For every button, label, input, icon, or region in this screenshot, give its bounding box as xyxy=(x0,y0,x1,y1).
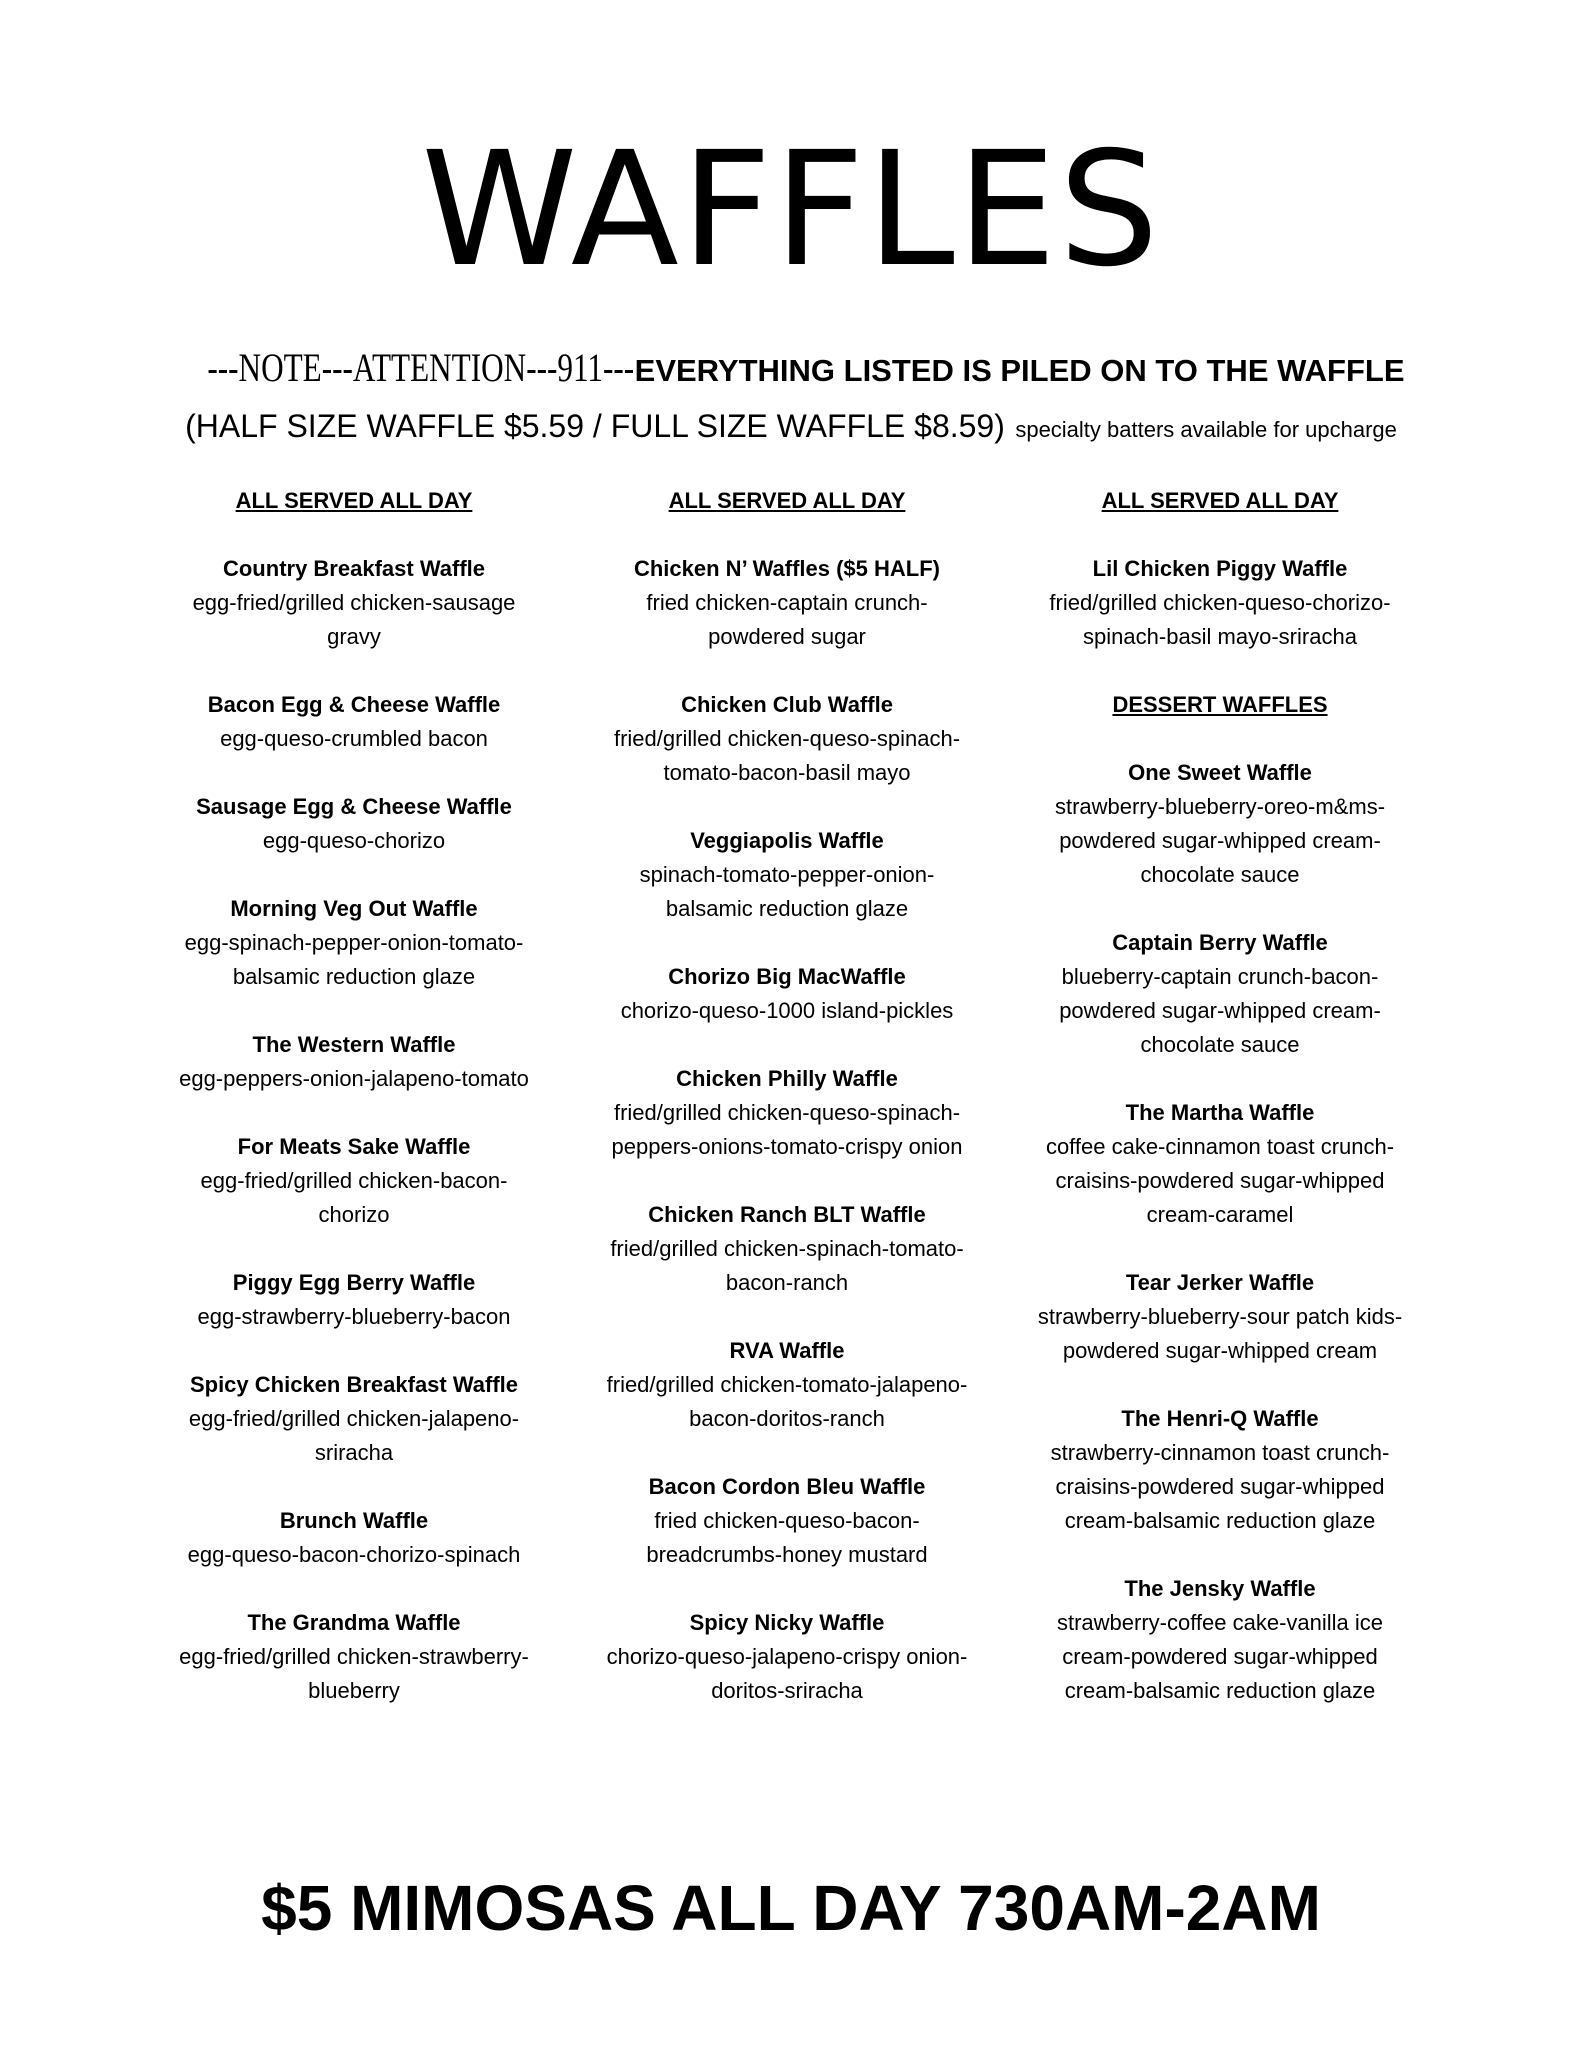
menu-item-description: egg-fried/grilled chicken-strawberry-blueberry xyxy=(179,1644,529,1703)
menu-item xyxy=(134,1606,574,1708)
menu-item-description: egg-queso-chorizo xyxy=(262,828,446,853)
note-prefix: ---NOTE---ATTENTION---911--- xyxy=(207,345,635,390)
menu-item-name: Captain Berry Waffle xyxy=(1112,930,1328,955)
menu-item xyxy=(567,1334,1007,1436)
menu-column-3 xyxy=(1000,484,1440,1742)
menu-item-description: coffee cake-cinnamon toast crunch-craisins-powdered sugar-whipped cream-caramel xyxy=(1045,1134,1395,1227)
menu-item-name: Lil Chicken Piggy Waffle xyxy=(1092,556,1348,581)
menu-item-description: chorizo-queso-jalapeno-crispy onion-doritos-sriracha xyxy=(606,1644,968,1703)
menu-item-description: strawberry-cinnamon toast crunch-craisins-powdered sugar-whipped cream-balsamic reduction glaze xyxy=(1050,1440,1390,1533)
menu-item-name: Sausage Egg & Cheese Waffle xyxy=(196,794,512,819)
note-line xyxy=(0,344,1582,391)
menu-item xyxy=(1000,1572,1440,1708)
menu-item-name: Brunch Waffle xyxy=(279,1508,429,1533)
menu-item-description: egg-queso-bacon-chorizo-spinach xyxy=(187,1542,521,1567)
menu-item-name: Bacon Egg & Cheese Waffle xyxy=(207,692,501,717)
menu-item-description: egg-fried/grilled chicken-bacon-chorizo xyxy=(200,1168,508,1227)
menu-item-name: One Sweet Waffle xyxy=(1128,760,1312,785)
menu-item xyxy=(134,1504,574,1572)
menu-item xyxy=(134,1368,574,1470)
menu-item xyxy=(567,1198,1007,1300)
menu-item-description: fried/grilled chicken-queso-chorizo-spinach-basil mayo-sriracha xyxy=(1049,590,1391,649)
menu-item-description: fried chicken-captain crunch-powdered sugar xyxy=(646,590,928,649)
menu-item-name: Chicken Ranch BLT Waffle xyxy=(648,1202,926,1227)
menu-item-name: For Meats Sake Waffle xyxy=(237,1134,471,1159)
menu-item xyxy=(134,892,574,994)
menu-item xyxy=(567,688,1007,790)
menu-item-description: fried/grilled chicken-spinach-tomato-bacon-ranch xyxy=(610,1236,964,1295)
menu-item xyxy=(134,688,574,756)
menu-item xyxy=(567,1062,1007,1164)
menu-item-name: Piggy Egg Berry Waffle xyxy=(232,1270,476,1295)
menu-item-name: Spicy Nicky Waffle xyxy=(689,1610,885,1635)
menu-item-description: fried/grilled chicken-tomato-jalapeno-bacon-doritos-ranch xyxy=(606,1372,968,1431)
menu-item-description: egg-queso-crumbled bacon xyxy=(220,726,488,751)
column-heading: ALL SERVED ALL DAY xyxy=(1101,488,1339,513)
menu-item-name: Morning Veg Out Waffle xyxy=(230,896,478,921)
specialty-batters-note: specialty batters available for upcharge xyxy=(1015,417,1397,442)
menu-item-name: Chicken N’ Waffles ($5 HALF) xyxy=(633,556,940,581)
menu-item-description: fried chicken-queso-bacon-breadcrumbs-honey mustard xyxy=(646,1508,928,1567)
mimosa-banner: $5 MIMOSAS ALL DAY 730AM-2AM xyxy=(261,1872,1321,1944)
column-heading: ALL SERVED ALL DAY xyxy=(235,488,473,513)
menu-item-name: Country Breakfast Waffle xyxy=(222,556,485,581)
menu-item xyxy=(134,1028,574,1096)
dessert-heading: DESSERT WAFFLES xyxy=(1112,692,1328,717)
size-pricing: (HALF SIZE WAFFLE $5.59 / FULL SIZE WAFFLE $8.59) xyxy=(185,408,1005,444)
menu-item xyxy=(1000,1402,1440,1538)
menu-item-name: Chorizo Big MacWaffle xyxy=(668,964,906,989)
menu-column-2 xyxy=(567,484,1007,1742)
menu-item xyxy=(134,1266,574,1334)
menu-item xyxy=(1000,552,1440,654)
menu-item xyxy=(567,960,1007,1028)
menu-item xyxy=(134,1130,574,1232)
menu-item-name: The Henri-Q Waffle xyxy=(1121,1406,1319,1431)
column-heading: ALL SERVED ALL DAY xyxy=(668,488,906,513)
menu-item-description: egg-fried/grilled chicken-sausage gravy xyxy=(192,590,516,649)
menu-item xyxy=(1000,926,1440,1062)
menu-item xyxy=(1000,1266,1440,1368)
menu-item-name: Tear Jerker Waffle xyxy=(1125,1270,1315,1295)
menu-item-description: spinach-tomato-pepper-onion-balsamic reduction glaze xyxy=(639,862,935,921)
menu-item xyxy=(1000,1096,1440,1232)
menu-item xyxy=(134,790,574,858)
menu-item-description: egg-peppers-onion-jalapeno-tomato xyxy=(179,1066,529,1091)
menu-item-description: strawberry-coffee cake-vanilla ice cream-powdered sugar-whipped cream-balsamic reduction glaze xyxy=(1056,1610,1384,1703)
menu-item-name: The Jensky Waffle xyxy=(1124,1576,1316,1601)
menu-column-1 xyxy=(134,484,574,1742)
menu-item-description: blueberry-captain crunch-bacon-powdered sugar-whipped cream-chocolate sauce xyxy=(1059,964,1381,1057)
menu-item-description: fried/grilled chicken-queso-spinach-tomato-bacon-basil mayo xyxy=(613,726,961,785)
menu-item xyxy=(567,1606,1007,1708)
menu-item-name: Chicken Philly Waffle xyxy=(676,1066,898,1091)
menu-item xyxy=(567,824,1007,926)
menu-item-name: Veggiapolis Waffle xyxy=(690,828,884,853)
menu-item-description: strawberry-blueberry-sour patch kids-powdered sugar-whipped cream xyxy=(1037,1304,1403,1363)
menu-item-name: Bacon Cordon Bleu Waffle xyxy=(648,1474,926,1499)
menu-item-name: RVA Waffle xyxy=(729,1338,845,1363)
menu-item-description: strawberry-blueberry-oreo-m&ms-powdered sugar-whipped cream-chocolate sauce xyxy=(1054,794,1386,887)
menu-item-name: The Western Waffle xyxy=(252,1032,456,1057)
menu-item-description: egg-spinach-pepper-onion-tomato-balsamic reduction glaze xyxy=(184,930,524,989)
menu-item-description: egg-fried/grilled chicken-jalapeno-sriracha xyxy=(188,1406,520,1465)
menu-item xyxy=(567,552,1007,654)
menu-item xyxy=(134,552,574,654)
menu-item-description: fried/grilled chicken-queso-spinach-peppers-onions-tomato-crispy onion xyxy=(611,1100,963,1159)
page-title: WAFFLES xyxy=(421,118,1161,302)
menu-item-description: chorizo-queso-1000 island-pickles xyxy=(620,998,954,1023)
note-main: EVERYTHING LISTED IS PILED ON TO THE WAFFLE xyxy=(634,353,1405,388)
menu-item-name: Spicy Chicken Breakfast Waffle xyxy=(189,1372,519,1397)
menu-item xyxy=(567,1470,1007,1572)
menu-item-name: The Martha Waffle xyxy=(1125,1100,1315,1125)
size-pricing-line xyxy=(0,408,1582,445)
menu-item-name: The Grandma Waffle xyxy=(247,1610,461,1635)
menu-item-name: Chicken Club Waffle xyxy=(681,692,893,717)
menu-item xyxy=(1000,756,1440,892)
menu-item-description: egg-strawberry-blueberry-bacon xyxy=(197,1304,511,1329)
